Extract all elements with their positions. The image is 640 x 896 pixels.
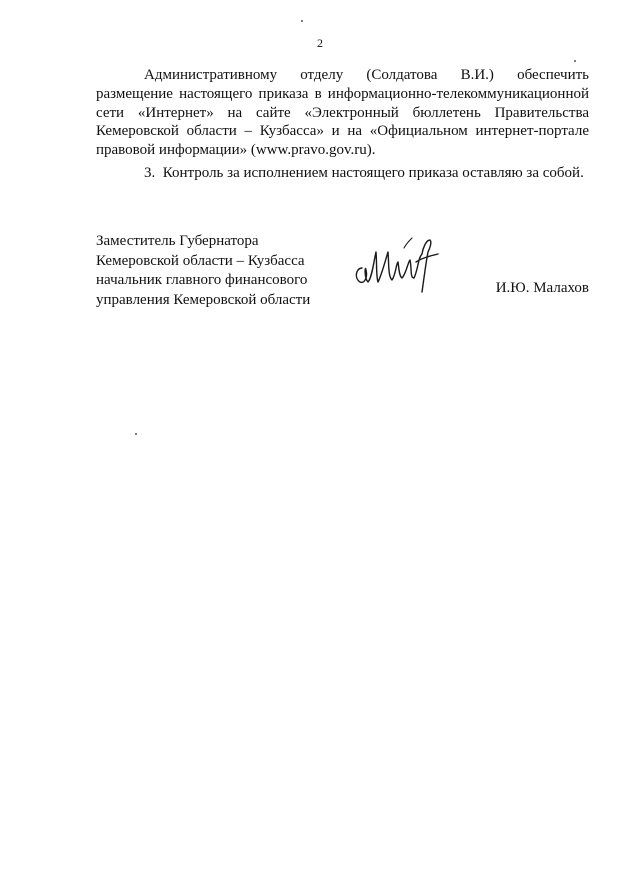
paragraph-admin-department: Административному отделу (Солдатова В.И.) обеспечить размещение настоящего приказа в информационно-телекоммуникационной сети «Интернет» на сайте «Электронный бюллетень Правительства Кемеровской области – Кузбасса» и на «Официальном интернет-портале правовой информации» (www.pravo.gov.ru). bbox=[96, 67, 589, 159]
page-number: 2 bbox=[317, 36, 323, 50]
scan-speck bbox=[135, 433, 137, 435]
signer-position-line: Кемеровской области – Кузбасса bbox=[96, 252, 305, 269]
document-body bbox=[96, 66, 589, 183]
scan-speck bbox=[301, 20, 303, 22]
signer-position-line: Заместитель Губернатора bbox=[96, 233, 259, 249]
paragraph-number: 3. bbox=[144, 164, 156, 181]
signer-position bbox=[96, 232, 310, 310]
paragraph-control-text: Контроль за исполнением настоящего приказа оставляю за собой. bbox=[162, 164, 584, 181]
signature-block bbox=[96, 232, 589, 312]
signer-position-line: управления Кемеровской области bbox=[96, 291, 311, 308]
paragraph-control bbox=[96, 164, 589, 183]
signer-position-line: начальник главного финансового bbox=[96, 272, 308, 288]
signer-name: И.Ю. Малахов bbox=[495, 280, 589, 296]
handwritten-signature bbox=[346, 218, 446, 298]
scan-speck bbox=[574, 60, 576, 62]
